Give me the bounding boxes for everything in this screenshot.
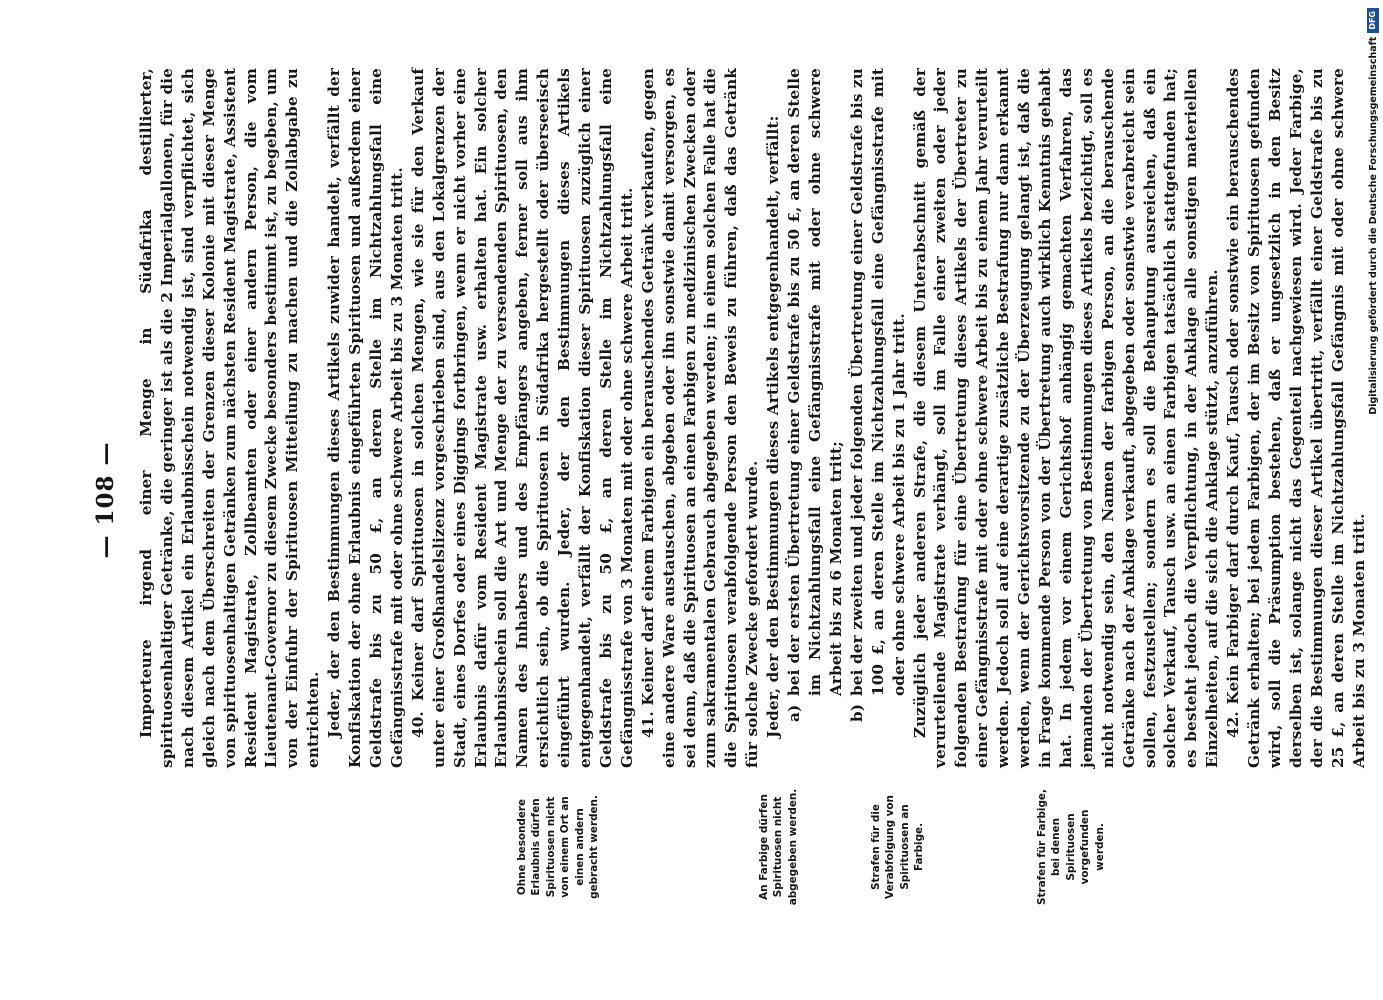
digitization-credit (1366, 8, 1380, 993)
list-item-mark: a) (785, 704, 804, 722)
dfg-logo: DFG (1367, 8, 1379, 33)
digitization-credit-text: Digitalisierung gefördert durch die Deutsche Forschungsgemeinschaft (1367, 36, 1379, 415)
margin-note: Strafen für die Verabfolgung von Spirituosen an Farbige. (870, 795, 926, 899)
margin-note: Ohne besondere Erlaubnis dürfen Spirituosen nicht von einem Ort an einen andern gebracht werden. (516, 795, 601, 899)
paragraph-additional-penalty: Zuzüglich jeder anderen Strafe, die diesem Unterabschnitt gemäß der verurteilende Magistrate verhängt, soll im Falle einer zweiten oder jeder folgenden Bestrafung für eine Übertretung dieses Artikels der Übertreter zu einer Gefängnisstrafe mit oder ohne schwere Arbeit bis zu einem Jahr verurteilt werden. Jedoch soll auf eine derartige zusätzliche Bestrafung nur dann erkannt werden, wenn der Gerichtsvorsitzende zu der Überzeugung gelangt ist, daß die in Frage kommende Person von der Übertretung auch wirklich Kenntnis gehabt hat. In jedem vor einem Gerichtshof anhängig gemachten Verfahren, das jemanden der Übertretung von Bestimmungen dieses Artikels bezichtigt, soll es nicht notwendig sein, den Namen der farbigen Person, an die berauschende Getränke nach der Anklage verkauft, abgegeben oder sonstwie verabreicht sein sollen, festzustellen; sondern es soll die Behauptung ausreichen, daß ein solcher Verkauf, Tausch usw. an einen Farbigen tatsächlich stattgefunden hat; es besteht jedoch die Verpflichtung, in der Anklage alle sonstigen materiellen Einzelheiten, auf die sich die Anklage stützt, anzuführen. (910, 68, 1222, 768)
paragraph-import-notice: Importeure irgend einer Menge in Südafrika destillierter, spirituosenhaltiger Getränke, die geringer ist als die 2 Imperialgallonen, für die nach diesem Artikel ein Erlaubnisschein notwendig ist, sind verpflichtet, sich gleich nach dem Überschreiten der Grenzen dieser Kolonie mit dieser Menge von spirituosenhaltigen Getränken zum nächsten Resident Magistrate, Assistent Resident Magistrate, Zollbeamten oder einer andern Person, die vom Lieutenant-Governor zu diesem Zwecke besonders bestimmt ist, zu begeben, um von der Einfuhr der Spirituosen Mitteilung zu machen und die Zollabgabe zu entrichten. (137, 68, 323, 768)
list-item (784, 68, 847, 768)
paragraph-article-41-penalty-intro: Jeder, der den Bestimmungen dieses Artikels entgegenhandelt, verfällt: (764, 115, 783, 738)
paragraph-article-40: 40. Keiner darf Spirituosen in solchen Mengen, wie sie für den Verkauf unter einer Großhandelslizenz vorgeschrieben sind, aus den Lokalgrenzen der Stadt, eines Dorfes oder eines Diggings fortbringen, wenn er nicht vorher eine Erlaubnis dafür vom Resident Magistrate usw. erhalten hat. Ein solcher Erlaubnisschein soll die Art und Menge der zu versendenden Spirituosen, den Namen des Inhabers und des Empfängers angeben, ferner soll aus ihm ersichtlich sein, ob die Spirituosen in Südafrika hergestellt oder überseeisch eingeführt wurden. Jeder, der den Bestimmungen dieses Artikels entgegenhandelt, verfällt der Konfiskation dieser Spirituosen zuzüglich einer Geldstrafe bis zu 50 £, an deren Stelle im Nichtzahlungsfall eine Gefängnisstrafe von 3 Monaten mit oder ohne schwere Arbeit tritt. (408, 68, 636, 768)
list-item (847, 68, 910, 768)
paragraph-article-42: 42. Kein Farbiger darf durch Kauf, Tausch oder sonstwie ein berauschendes Getränk erhalten; bei jedem Farbigen, der im Besitz von Spirituosen gefunden wird, soll die Präsumption bestehen, daß er ungesetzlich in den Besitz derselben ist, solange nicht das Gegenteil nachgewiesen wird. Jeder Farbige, der die Bestimmungen dieser Artikel übertritt, verfällt einer Geldstrafe bis zu 25 £, an deren Stelle im Nichtzahlungsfall Gefängnis mit oder ohne schwere Arbeit bis zu 3 Monaten tritt. (1224, 68, 1368, 768)
list-item-mark: b) (847, 703, 866, 722)
list-item-text: bei der ersten Übertretung einer Geldstrafe bis zu 50 £, an deren Stelle im Nichtzahlungsfall eine Gefängnisstrafe mit oder ohne schwere Arbeit bis zu 6 Monaten tritt; (785, 68, 845, 696)
margin-note: Strafen für Farbige, bei denen Spirituosen vorgefunden werden. (1036, 789, 1106, 905)
body-text (136, 68, 1369, 768)
page-number: — 108 — (92, 441, 119, 559)
paragraph-import-penalty: Jeder, der den Bestimmungen dieses Artikels zuwider handelt, verfällt der Konfiskation der ohne Erlaubnis eingeführten Spirituosen und außerdem einer Geldstrafe bis zu 50 £, an deren Stelle im Nichtzahlungsfall eine Gefängnisstrafe mit oder ohne schwere Arbeit bis zu 3 Monaten tritt. (325, 68, 406, 768)
margin-note: An Farbige dürfen Spirituosen nicht abgegeben werden. (758, 788, 799, 906)
paragraph-article-41: 41. Keiner darf einem Farbigen ein berauschendes Getränk verkaufen, gegen eine andere Ware austauschen, abgeben oder ihn sonstwie damit versorgen, es sei denn, daß die Spirituosen an einen Farbigen zu medizinischen Zwecken oder zum sakramentalen Gebrauch abgegeben werden; in einem solchen Falle hat die die Spirituosen verabfolgende Person den Beweis zu führen, daß das Getränk für solche Zwecke gefordert wurde. (638, 68, 762, 768)
list-item-text: bei der zweiten und jeder folgenden Übertretung einer Geldstrafe bis zu 100 £, an deren Stelle im Nichtzahlungsfall eine Gefängnisstrafe mit oder ohne schwere Arbeit bis zu 1 Jahr tritt. (847, 68, 908, 696)
